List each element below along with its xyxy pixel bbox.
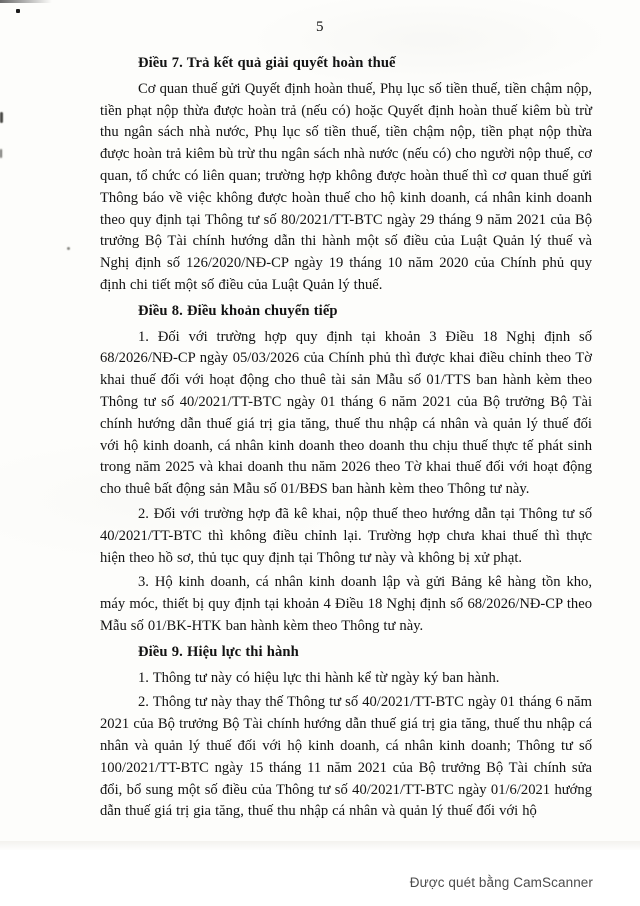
article-heading-dieu-7: Điều 7. Trả kết quả giải quyết hoàn thuế <box>138 55 396 71</box>
paragraph: 1. Đối với trường hợp quy định tại khoản 3 Điều 18 Nghị định số 68/2026/NĐ-CP ngày 05/03/2026 của Chính phủ thì được khai điều chỉnh theo Tờ khai thuế đối với hoạt động cho thuê tài sản Mẫu số 01/TTS ban hành kèm theo Thông tư số 40/2021/TT-BTC ngày 01 tháng 6 năm 2021 của Bộ trưởng Bộ Tài chính hướng dẫn thuế giá trị gia tăng, thuế thu nhập cá nhân và quản lý thuế đối với hộ kinh doanh, cá nhân kinh doanh theo doanh thu chịu thuế thực tế phát sinh trong năm 2025 và khai doanh thu năm 2026 theo Tờ khai thuế đối với hoạt động cho thuê bất động sản Mẫu số 01/BĐS ban hành kèm theo Thông tư này. <box>100 328 592 498</box>
paragraph: 2. Đối với trường hợp đã kê khai, nộp thuế theo hướng dẫn tại Thông tư số 40/2021/TT-BTC thì không điều chỉnh lại. Trường hợp chưa khai thuế thì thực hiện theo hồ sơ, thủ tục quy định tại Thông tư này và không bị xử phạt. <box>100 505 592 566</box>
scan-artifact-speck <box>67 247 70 250</box>
page-number: 5 <box>316 19 324 35</box>
paragraph: 2. Thông tư này thay thế Thông tư số 40/2021/TT-BTC ngày 01 tháng 6 năm 2021 của Bộ trưởng Bộ Tài chính hướng dẫn thuế giá trị gia tăng, thuế thu nhập cá nhân và quản lý thuế đối với hộ kinh doanh, cá nhân kinh doanh; Thông tư số 100/2021/TT-BTC ngày 15 tháng 11 năm 2021 của Bộ trưởng Bộ Tài chính sửa đổi, bổ sung một số điều của Thông tư số 40/2021/TT-BTC ngày 01/6/2021 hướng dẫn thuế giá trị gia tăng, thuế thu nhập cá nhân và quản lý thuế đối với hộ <box>100 694 592 820</box>
scan-artifact-edge-smudge <box>0 149 2 158</box>
paragraph: 1. Thông tư này có hiệu lực thi hành kể từ ngày ký ban hành. <box>138 669 500 686</box>
scan-artifact-dot <box>16 9 20 13</box>
document-body <box>100 53 592 823</box>
scan-artifact-edge-smudge <box>0 112 3 123</box>
camscanner-credit: Được quét bằng CamScanner <box>409 875 593 890</box>
article-heading-dieu-8: Điều 8. Điều khoản chuyển tiếp <box>138 302 338 319</box>
paragraph: 3. Hộ kinh doanh, cá nhân kinh doanh lập và gửi Bảng kê hàng tồn kho, máy móc, thiết bị quy định tại khoản 4 Điều 18 Nghị định số 68/2026/NĐ-CP theo Mẫu số 01/BK-HTK ban hành kèm theo Thông tư này. <box>100 574 592 634</box>
paragraph: Cơ quan thuế gửi Quyết định hoàn thuế, Phụ lục số tiền thuế, tiền chậm nộp, tiền phạt nộp thừa được hoàn trả (nếu có) hoặc Quyết định hoàn thuế kiêm bù trừ thu ngân sách nhà nước, Phụ lục số tiền thuế, tiền chậm nộp, tiền phạt nộp thừa được hoàn trả kiêm bù trừ thu ngân sách nhà nước (nếu có) cho người nộp thuế, cơ quan, tổ chức có liên quan; trường hợp không được hoàn thuế thì cơ quan thuế gửi Thông báo về việc không được hoàn thuế cho hộ kinh doanh, cá nhân kinh doanh theo quy định tại Thông tư số 80/2021/TT-BTC ngày 29 tháng 9 năm 2021 của Bộ trưởng Bộ Tài chính hướng dẫn thi hành một số điều của Luật Quản lý thuế và Nghị định số 126/2020/NĐ-CP ngày 19 tháng 10 năm 2020 của Chính phủ quy định chi tiết một số điều của Luật Quản lý thuế. <box>100 80 592 293</box>
article-heading-dieu-9: Điều 9. Hiệu lực thi hành <box>138 643 299 660</box>
scan-artifact-corner-strip <box>0 0 52 3</box>
